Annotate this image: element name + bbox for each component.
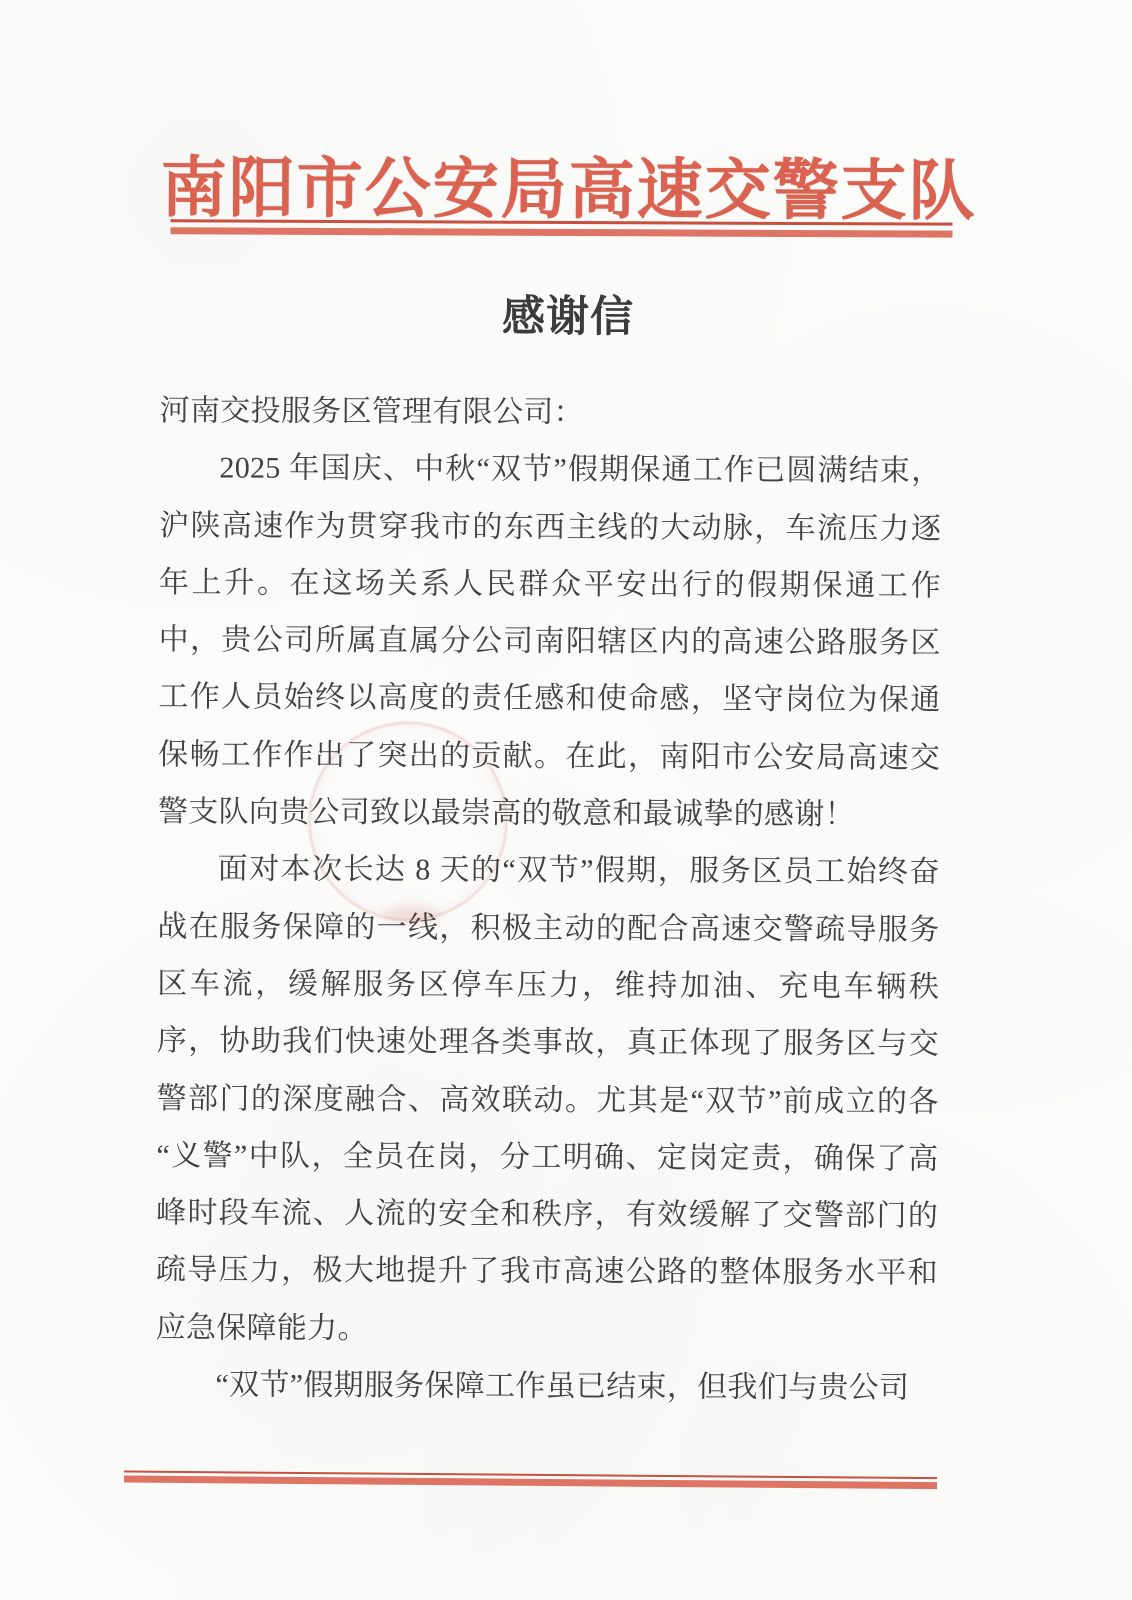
letter-body xyxy=(155,382,941,1417)
paragraph-3: “双节”假期服务保障工作虽已结束，但我们与贵公司 xyxy=(215,1368,910,1405)
paragraph-2: 面对本次长达 8 天的“双节”假期，服务区员工始终奋战在服务保障的一线，积极主动的配合高速交警疏导服务区车流，缓解服务区停车压力，维持加油、充电车辆秩序，协助我们快速处理各类事故，真正体现了服务区与交警部门的深度融合、高效联动。尤其是“双节”前成立的各“义警”中队，全员在岗，分工明确、定岗定责，确保了高峰时段车流、人流的安全和秩序，有效缓解了交警部门的疏导压力，极大地提升了我市高速公路的整体服务水平和应急保障能力。 xyxy=(155,852,940,1345)
issuing-org-title: 南阳市公安局高速交警支队 xyxy=(160,152,977,229)
salutation: 河南交投服务区管理有限公司： xyxy=(159,394,584,430)
footer-rule xyxy=(124,1471,937,1490)
header-double-rule xyxy=(170,219,952,237)
paragraph-1: 2025 年国庆、中秋“双节”假期保通工作已圆满结束，沪陕高速作为贯穿我市的东西主线的大动脉，车流压力逐年上升。在这场关系人民群众平安出行的假期保通工作中，贵公司所属直属分公司南阳辖区内的高速公路服务区工作人员始终以高度的责任感和使命感，坚守岗位为保通保畅工作作出了突出的贡献。在此，南阳市公安局高速交警支队向贵公司致以最崇高的敬意和最诚挚的感谢！ xyxy=(157,451,942,832)
letter-title: 感谢信 xyxy=(502,293,635,342)
